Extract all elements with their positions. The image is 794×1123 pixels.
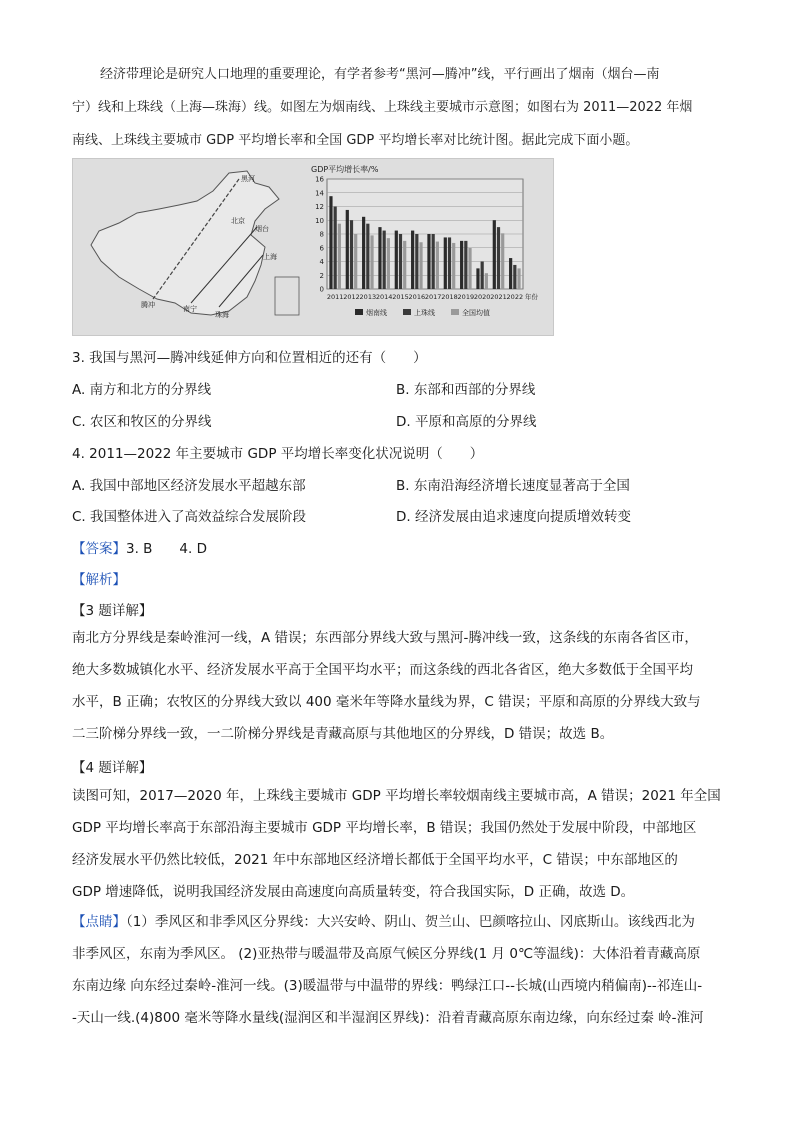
map-label-zhuhai: 珠海 <box>215 311 229 319</box>
bar-上珠线-2022 <box>513 265 516 289</box>
y-tick-label: 4 <box>319 258 324 266</box>
x-tick-label: 2019 <box>457 293 475 301</box>
q4-detail-tag: 【4 题详解】 <box>72 760 153 776</box>
q4-option-a: A. 我国中部地区经济发展水平超越东部 <box>72 478 306 494</box>
answer-tag: 【答案】 <box>72 541 126 557</box>
bar-上珠线-2014 <box>383 231 386 289</box>
bar-全国均值-2015 <box>403 241 406 289</box>
q3-option-c: C. 农区和牧区的分界线 <box>72 414 212 430</box>
x-tick-label: 2012 <box>343 293 360 301</box>
q3-option-a: A. 南方和北方的分界线 <box>72 382 212 398</box>
x-tick-label: 2022 <box>506 293 524 301</box>
y-tick-label: 2 <box>319 271 324 280</box>
q4-detail-line-1: 读图可知，2017—2020 年，上珠线主要城市 GDP 平均增长率较烟南线主要城市高，A 错误；2021 年全国 <box>72 788 721 804</box>
china-map <box>79 165 307 329</box>
bar-上珠线-2016 <box>415 234 418 289</box>
x-tick-label: 2011 <box>326 293 344 301</box>
map-label-shanghai: 上海 <box>263 253 277 261</box>
bar-全国均值-2019 <box>468 248 471 289</box>
bar-烟南线-2017 <box>427 234 430 289</box>
bar-烟南线-2022 <box>509 258 512 289</box>
legend-label: 上珠线 <box>414 309 435 317</box>
bar-全国均值-2011 <box>338 224 341 289</box>
q3-detail-line-1: 南北方分界线是秦岭淮河一线，A 错误；东西部分界线大致与黑河-腾冲线一致，这条线的东南各省区市， <box>72 630 698 646</box>
gdp-growth-chart <box>305 159 551 335</box>
bar-上珠线-2015 <box>399 234 402 289</box>
bar-烟南线-2013 <box>362 217 365 289</box>
y-tick-label: 12 <box>315 203 324 211</box>
bar-全国均值-2018 <box>452 243 455 289</box>
bar-全国均值-2012 <box>354 234 357 289</box>
y-tick-label: 10 <box>315 216 324 225</box>
tip-line-4: -天山一线.(4)800 毫米等降水量线(湿润区和半湿润区界线)：沿着青藏高原东南边缘，向东经过秦 岭-淮河 <box>72 1010 704 1026</box>
x-tick-label: 2015 <box>392 293 409 301</box>
tip-tag: 【点睛】 <box>72 914 126 930</box>
x-tick-label: 2014 <box>375 293 393 301</box>
chart-title: GDP平均增长率/% <box>311 165 379 174</box>
intro-line-2: 宁）线和上珠线（上海—珠海）线。如图左为烟南线、上珠线主要城市示意图；如图右为 2011—2022 年烟 <box>72 100 693 115</box>
x-tick-label: 2013 <box>359 293 377 301</box>
y-tick-label: 14 <box>315 189 324 198</box>
map-label-yantai: 烟台 <box>255 225 269 233</box>
q4-option-c: C. 我国整体进入了高效益综合发展阶段 <box>72 509 307 525</box>
bar-烟南线-2021 <box>493 220 496 289</box>
tip-line-2: 非季风区，东南为季风区。 (2)亚热带与暖温带及高原气候区分界线(1 月 0℃等温线)：大体沿着青藏高原 <box>72 946 701 962</box>
bar-上珠线-2012 <box>350 220 353 289</box>
x-tick-label: 2018 <box>441 293 458 301</box>
bar-上珠线-2011 <box>334 207 337 290</box>
q4-option-b: B. 东南沿海经济增长速度显著高于全国 <box>396 478 630 494</box>
q3-detail-line-2: 绝大多数城镇化水平、经济发展水平高于全国平均水平；而这条线的西北各省区，绝大多数低于全国平均 <box>72 662 693 678</box>
legend-label: 烟南线 <box>366 309 387 317</box>
bar-全国均值-2016 <box>419 242 422 289</box>
y-tick-label: 8 <box>319 230 324 239</box>
q3-detail-tag: 【3 题详解】 <box>72 603 153 619</box>
answer-text: 3. B 4. D <box>126 541 207 557</box>
x-tick-label: 2020 <box>473 293 491 301</box>
bar-烟南线-2012 <box>346 210 349 289</box>
bar-烟南线-2016 <box>411 231 414 289</box>
bar-全国均值-2014 <box>387 238 390 289</box>
q3-detail-line-3: 水平，B 正确；农牧区的分界线大致以 400 毫米年等降水量线为界，C 错误；平原和高原的分界线大致与 <box>72 694 701 710</box>
intro-line-1: 经济带理论是研究人口地理的重要理论，有学者参考“黑河—腾冲”线，平行画出了烟南（烟台—南 <box>100 67 660 82</box>
map-label-tengchong: 腾冲 <box>141 301 155 309</box>
tip-section <box>72 906 728 1034</box>
x-tick-label: 2016 <box>408 293 426 301</box>
bar-全国均值-2017 <box>436 242 439 289</box>
legend-swatch <box>451 309 459 315</box>
bar-全国均值-2022 <box>517 268 520 289</box>
bar-全国均值-2013 <box>370 235 373 289</box>
map-label-heihe: 黑河 <box>241 175 255 183</box>
bar-烟南线-2015 <box>395 231 398 289</box>
bar-上珠线-2018 <box>448 237 451 289</box>
bar-全国均值-2021 <box>501 233 504 289</box>
answer-line <box>72 537 207 557</box>
tip-line-1-text: （1）季风区和非季风区分界线：大兴安岭、阴山、贺兰山、巴颜喀拉山、冈底斯山。该线西北为 <box>126 914 695 930</box>
y-tick-label: 0 <box>319 285 324 294</box>
figure-photo <box>72 158 554 336</box>
x-axis-label: 年份 <box>525 293 538 301</box>
map-label-nanning: 南宁 <box>183 305 197 313</box>
y-tick-label: 6 <box>319 244 324 253</box>
bar-上珠线-2020 <box>481 262 484 290</box>
q4-stem: 4. 2011—2022 年主要城市 GDP 平均增长率变化状况说明（ ） <box>72 446 484 462</box>
bar-上珠线-2013 <box>366 224 369 289</box>
intro-line-3: 南线、上珠线主要城市 GDP 平均增长率和全国 GDP 平均增长率对比统计图。据此完成下面小题。 <box>72 133 639 148</box>
bar-烟南线-2019 <box>460 241 463 289</box>
q3-detail-line-4: 二三阶梯分界线一致，一二阶梯分界线是青藏高原与其他地区的分界线，D 错误；故选 B。 <box>72 726 614 742</box>
analysis-tag: 【解析】 <box>72 572 126 588</box>
q3-detail <box>72 622 728 750</box>
bar-烟南线-2014 <box>378 227 381 289</box>
legend-label: 全国均值 <box>462 309 490 317</box>
q4-option-d: D. 经济发展由追求速度向提质增效转变 <box>396 509 631 525</box>
legend-swatch <box>403 309 411 315</box>
intro-paragraph <box>72 58 728 157</box>
q3-option-d: D. 平原和高原的分界线 <box>396 414 537 430</box>
q4-detail-line-3: 经济发展水平仍然比较低，2021 年中东部地区经济增长都低于全国平均水平，C 错误；中东部地区的 <box>72 852 678 868</box>
bar-烟南线-2020 <box>476 268 479 289</box>
q4-detail-line-2: GDP 平均增长率高于东部沿海主要城市 GDP 平均增长率，B 错误；我国仍然处于发展中阶段，中部地区 <box>72 820 697 836</box>
x-tick-label: 2021 <box>490 293 507 301</box>
bar-烟南线-2018 <box>444 237 447 289</box>
bar-上珠线-2019 <box>464 241 467 289</box>
tip-line-1 <box>72 906 728 938</box>
bar-上珠线-2017 <box>432 234 435 289</box>
y-tick-label: 16 <box>315 175 324 184</box>
q4-detail-line-4: GDP 增速降低，说明我国经济发展由高速度向高质量转变，符合我国实际，D 正确，故选 D。 <box>72 884 635 900</box>
bar-全国均值-2020 <box>485 273 488 289</box>
china-outline <box>91 171 279 315</box>
bar-烟南线-2011 <box>329 196 332 289</box>
map-label-beijing: 北京 <box>231 217 245 225</box>
q3-option-b: B. 东部和西部的分界线 <box>396 382 536 398</box>
q4-detail <box>72 780 728 908</box>
x-tick-label: 2017 <box>424 293 442 301</box>
south-sea-inset <box>275 277 299 315</box>
legend-swatch <box>355 309 363 315</box>
tip-line-3: 东南边缘 向东经过秦岭-淮河一线。(3)暖温带与中温带的界线：鸭绿江口--长城(山西境内稍偏南)--祁连山- <box>72 978 703 994</box>
q3-stem: 3. 我国与黑河—腾冲线延伸方向和位置相近的还有（ ） <box>72 350 427 366</box>
bar-上珠线-2021 <box>497 227 500 289</box>
